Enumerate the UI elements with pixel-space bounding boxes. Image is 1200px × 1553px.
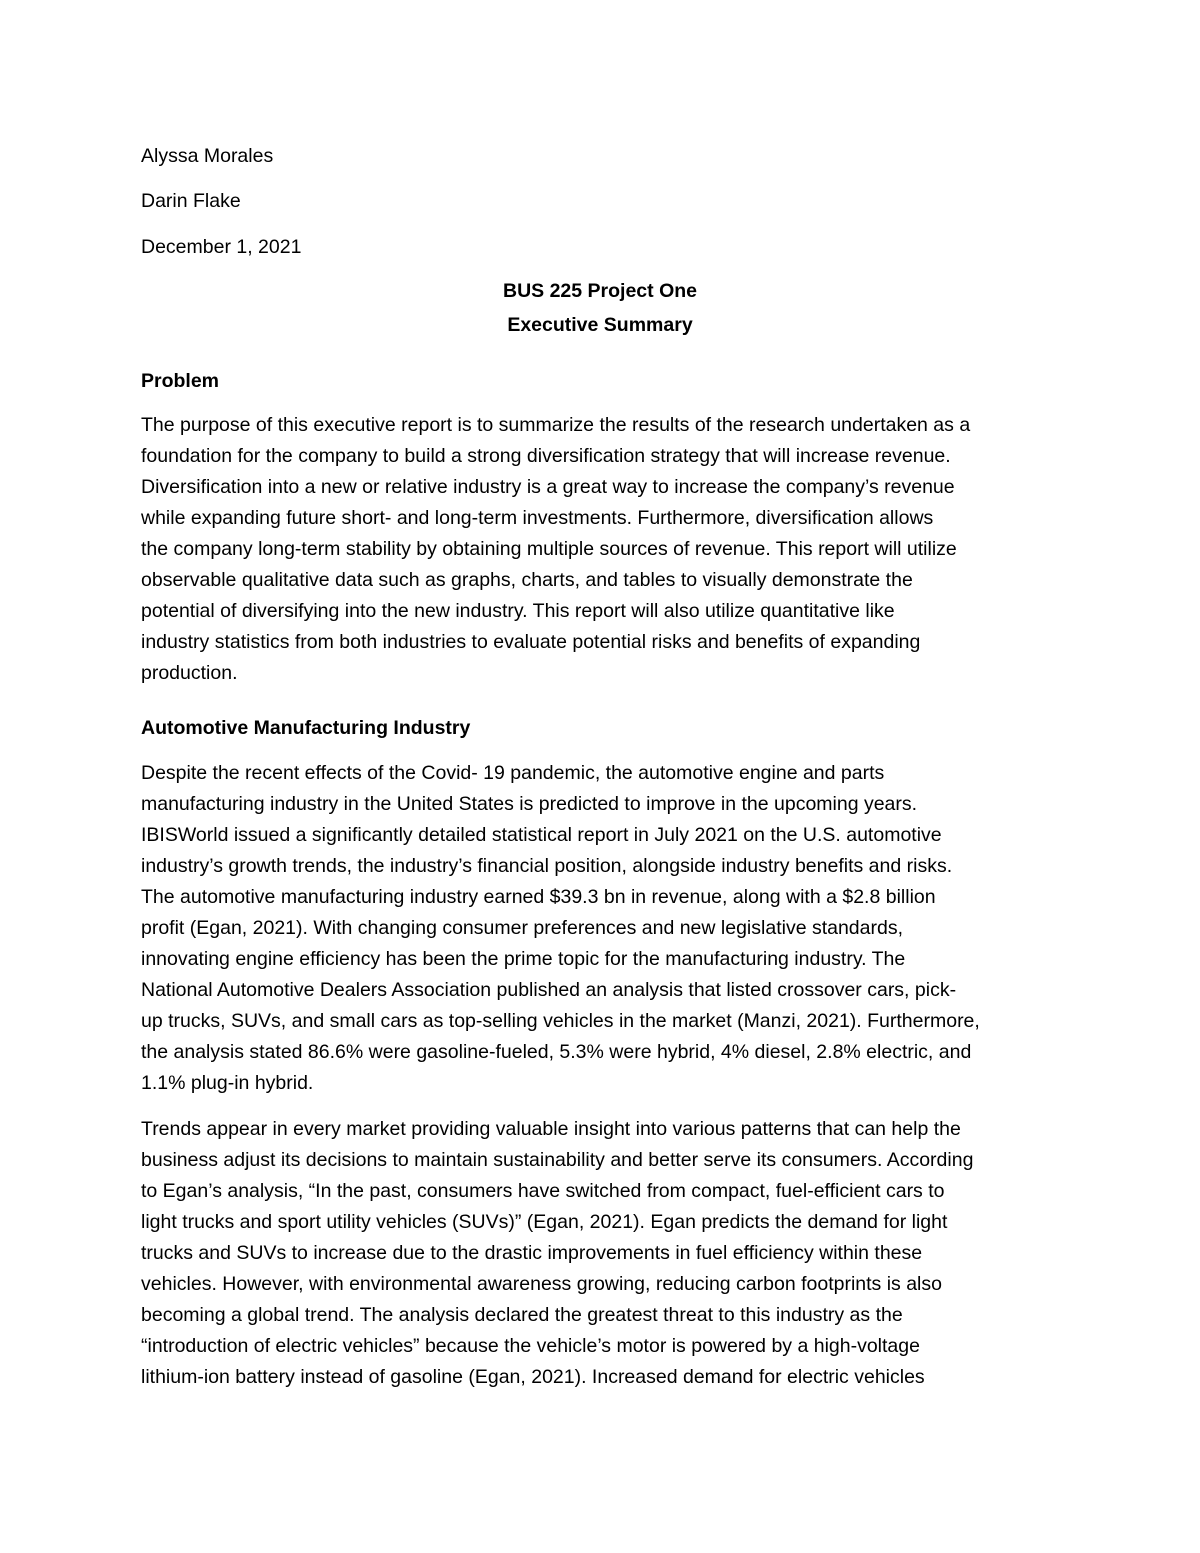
text-line: The purpose of this executive report is to summarize the results of the research undertaken as a bbox=[141, 414, 971, 436]
text-line: up trucks, SUVs, and small cars as top-selling vehicles in the market (Manzi, 2021). Furthermore, bbox=[141, 1010, 980, 1032]
document-title: BUS 225 Project One bbox=[503, 280, 697, 302]
text-line: 1.1% plug-in hybrid. bbox=[141, 1072, 314, 1094]
section-heading-automotive: Automotive Manufacturing Industry bbox=[141, 717, 471, 739]
text-line: trucks and SUVs to increase due to the drastic improvements in fuel efficiency within these bbox=[141, 1242, 923, 1264]
text-line: becoming a global trend. The analysis declared the greatest threat to this industry as the bbox=[141, 1304, 903, 1326]
text-line: innovating engine efficiency has been the prime topic for the manufacturing industry. The bbox=[141, 948, 906, 970]
text-line: vehicles. However, with environmental awareness growing, reducing carbon footprints is also bbox=[141, 1273, 942, 1295]
instructor-name: Darin Flake bbox=[141, 190, 241, 212]
text-line: to Egan’s analysis, “In the past, consumers have switched from compact, fuel-efficient cars to bbox=[141, 1180, 945, 1202]
text-line: business adjust its decisions to maintain sustainability and better serve its consumers. According bbox=[141, 1149, 974, 1171]
author-name: Alyssa Morales bbox=[141, 145, 274, 167]
document-subtitle: Executive Summary bbox=[507, 314, 693, 336]
text-line: while expanding future short- and long-term investments. Furthermore, diversification allows bbox=[141, 507, 934, 529]
text-line: the company long-term stability by obtaining multiple sources of revenue. This report will utilize bbox=[141, 538, 957, 560]
text-line: production. bbox=[141, 662, 238, 684]
text-line: foundation for the company to build a strong diversification strategy that will increase revenue. bbox=[141, 445, 951, 467]
text-line: lithium-ion battery instead of gasoline (Egan, 2021). Increased demand for electric vehicles bbox=[141, 1366, 925, 1388]
text-line: manufacturing industry in the United States is predicted to improve in the upcoming years. bbox=[141, 793, 918, 815]
text-line: Trends appear in every market providing valuable insight into various patterns that can help the bbox=[141, 1118, 961, 1140]
section-heading-problem: Problem bbox=[141, 370, 220, 392]
text-line: Diversification into a new or relative industry is a great way to increase the company’s revenue bbox=[141, 476, 955, 498]
text-line: the analysis stated 86.6% were gasoline-fueled, 5.3% were hybrid, 4% diesel, 2.8% electric, and bbox=[141, 1041, 972, 1063]
text-line: IBISWorld issued a significantly detailed statistical report in July 2021 on the U.S. automotive bbox=[141, 824, 942, 846]
text-line: industry’s growth trends, the industry’s financial position, alongside industry benefits and risks. bbox=[141, 855, 953, 877]
text-line: light trucks and sport utility vehicles (SUVs)” (Egan, 2021). Egan predicts the demand for light bbox=[141, 1211, 948, 1233]
text-line: “introduction of electric vehicles” because the vehicle’s motor is powered by a high-voltage bbox=[141, 1335, 920, 1357]
text-line: profit (Egan, 2021). With changing consumer preferences and new legislative standards, bbox=[141, 917, 904, 939]
text-line: industry statistics from both industries to evaluate potential risks and benefits of expanding bbox=[141, 631, 921, 653]
text-line: The automotive manufacturing industry earned $39.3 bn in revenue, along with a $2.8 billion bbox=[141, 886, 936, 908]
text-line: observable qualitative data such as graphs, charts, and tables to visually demonstrate the bbox=[141, 569, 913, 591]
text-line: potential of diversifying into the new industry. This report will also utilize quantitative like bbox=[141, 600, 895, 622]
text-line: Despite the recent effects of the Covid- 19 pandemic, the automotive engine and parts bbox=[141, 762, 885, 784]
text-line: National Automotive Dealers Association published an analysis that listed crossover cars, pick- bbox=[141, 979, 957, 1001]
document-date: December 1, 2021 bbox=[141, 236, 302, 258]
